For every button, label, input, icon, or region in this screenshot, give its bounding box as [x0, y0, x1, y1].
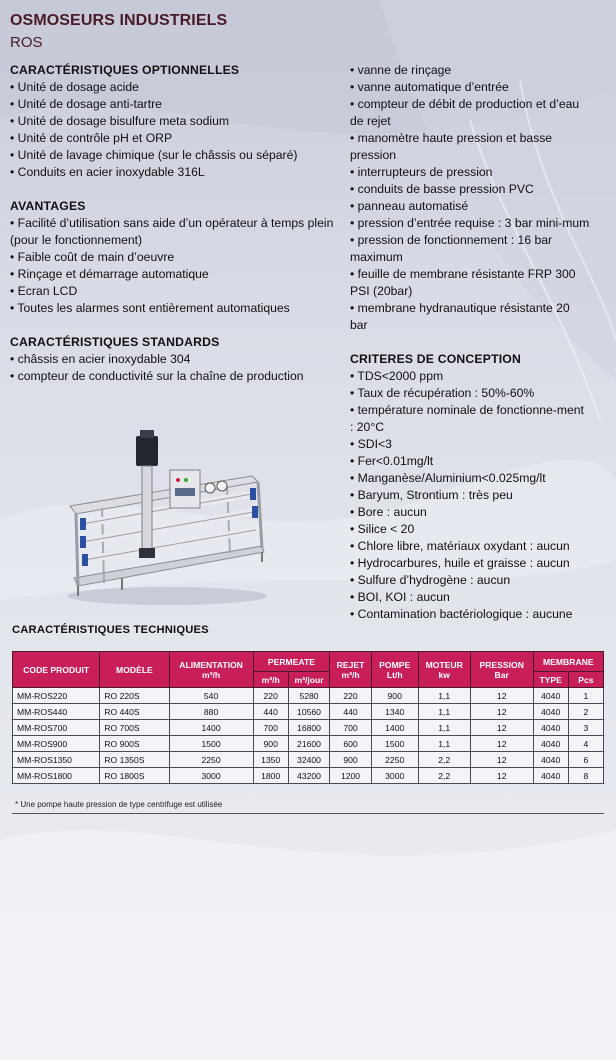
cell-model: RO 1350S: [100, 752, 169, 768]
col-header-code: CODE PRODUIT: [13, 652, 100, 688]
criteria-item: • SDI<3: [350, 437, 392, 451]
col-header-motor: MOTEUR kw: [418, 652, 470, 688]
cell-mem-pcs: 4: [568, 736, 603, 752]
advantage-item: • Rinçage et démarrage automatique: [10, 267, 209, 281]
page-title: OSMOSEURS INDUSTRIELS: [10, 12, 228, 29]
feature-item: • vanne automatique d’entrée: [350, 80, 509, 94]
tech-heading: CARACTÉRISTIQUES TECHNIQUES: [12, 624, 209, 636]
cell-feed: 1500: [169, 736, 253, 752]
left-column: [10, 62, 340, 385]
optional-section: [10, 62, 340, 181]
cell-mem-pcs: 2: [568, 704, 603, 720]
criteria-item: • Silice < 20: [350, 522, 415, 536]
feature-item: • pression de fonctionnement : 16 bar maximum: [350, 233, 553, 264]
standard-section: [10, 334, 340, 385]
criteria-item: • Fer<0.01mg/lt: [350, 454, 434, 468]
cell-mem-pcs: 6: [568, 752, 603, 768]
cell-perm-h: 700: [253, 720, 288, 736]
cell-pump: 1340: [371, 704, 418, 720]
footnote-divider: [12, 813, 604, 814]
cell-motor: 1,1: [418, 704, 470, 720]
cell-perm-h: 440: [253, 704, 288, 720]
feature-item: • panneau automatisé: [350, 199, 469, 213]
col-header-feed: ALIMENTATION m³/h: [169, 652, 253, 688]
cell-mem-type: 4040: [533, 720, 568, 736]
cell-perm-day: 21600: [288, 736, 330, 752]
advantage-item: • Toutes les alarmes sont entièrement automatiques: [10, 301, 290, 315]
cell-pressure: 12: [470, 768, 533, 784]
cell-reject: 700: [330, 720, 372, 736]
cell-pump: 2250: [371, 752, 418, 768]
cell-pressure: 12: [470, 752, 533, 768]
cell-perm-day: 16800: [288, 720, 330, 736]
cell-motor: 1,1: [418, 688, 470, 704]
cell-mem-type: 4040: [533, 688, 568, 704]
advantages-section: [10, 198, 340, 317]
standard-heading: CARACTÉRISTIQUES STANDARDS: [10, 335, 220, 349]
cell-perm-h: 1350: [253, 752, 288, 768]
cell-mem-pcs: 3: [568, 720, 603, 736]
cell-feed: 880: [169, 704, 253, 720]
criteria-item: • température nominale de fonctionne-ment : 20°C: [350, 403, 584, 434]
advantage-item: • Ecran LCD: [10, 284, 78, 298]
page-subtitle: ROS: [10, 34, 43, 51]
advantage-item: • Faible coût de main d’oeuvre: [10, 250, 175, 264]
standard-item: • châssis en acier inoxydable 304: [10, 352, 191, 366]
cell-motor: 1,1: [418, 736, 470, 752]
cell-pump: 900: [371, 688, 418, 704]
cell-perm-day: 5280: [288, 688, 330, 704]
cell-model: RO 1800S: [100, 768, 169, 784]
cell-model: RO 440S: [100, 704, 169, 720]
right-column: [350, 62, 590, 623]
cell-code: MM-ROS1350: [13, 752, 100, 768]
criteria-item: • Chlore libre, matériaux oxydant : aucun: [350, 539, 570, 553]
table-row: [13, 768, 604, 784]
cell-code: MM-ROS220: [13, 688, 100, 704]
cell-pump: 3000: [371, 768, 418, 784]
criteria-item: • BOI, KOI : aucun: [350, 590, 450, 604]
standard-item: • compteur de conductivité sur la chaîne de production: [10, 369, 304, 383]
feature-item: • interrupteurs de pression: [350, 165, 493, 179]
optional-item: • Unité de dosage bisulfure meta sodium: [10, 114, 230, 128]
cell-feed: 3000: [169, 768, 253, 784]
reverse-osmosis-unit-image: [62, 428, 272, 608]
cell-code: MM-ROS440: [13, 704, 100, 720]
cell-feed: 2250: [169, 752, 253, 768]
cell-model: RO 220S: [100, 688, 169, 704]
cell-pump: 1400: [371, 720, 418, 736]
criteria-item: • Contamination bactériologique : aucune: [350, 607, 573, 621]
optional-item: • Unité de lavage chimique (sur le châssis ou séparé): [10, 148, 298, 162]
cell-model: RO 900S: [100, 736, 169, 752]
criteria-item: • Baryum, Strontium : très peu: [350, 488, 513, 502]
table-row: [13, 720, 604, 736]
col-header-model: MODÈLE: [100, 652, 169, 688]
cell-motor: 2,2: [418, 768, 470, 784]
cell-mem-pcs: 1: [568, 688, 603, 704]
cell-reject: 600: [330, 736, 372, 752]
cell-motor: 1,1: [418, 720, 470, 736]
optional-item: • Unité de dosage acide: [10, 80, 139, 94]
criteria-item: • Sulfure d’hydrogène : aucun: [350, 573, 511, 587]
cell-reject: 440: [330, 704, 372, 720]
specifications-table: [12, 651, 604, 784]
cell-code: MM-ROS700: [13, 720, 100, 736]
col-header-reject: REJET m³/h: [330, 652, 372, 688]
cell-model: RO 700S: [100, 720, 169, 736]
cell-reject: 1200: [330, 768, 372, 784]
advantage-item: (pour le fonctionnement): [10, 233, 143, 247]
col-header-mem-type: TYPE: [533, 672, 568, 688]
cell-pressure: 12: [470, 688, 533, 704]
feature-item: • compteur de débit de production et d’eau de rejet: [350, 97, 580, 128]
optional-item: • Conduits en acier inoxydable 316L: [10, 165, 205, 179]
cell-code: MM-ROS900: [13, 736, 100, 752]
col-header-mem-pcs: Pcs: [568, 672, 603, 688]
col-header-perm-day: m³/jour: [288, 672, 330, 688]
cell-feed: 540: [169, 688, 253, 704]
cell-code: MM-ROS1800: [13, 768, 100, 784]
criteria-item: • Manganèse/Aluminium<0.025mg/lt: [350, 471, 546, 485]
cell-motor: 2,2: [418, 752, 470, 768]
feature-item: • conduits de basse pression PVC: [350, 182, 534, 196]
cell-perm-h: 220: [253, 688, 288, 704]
criteria-item: • Taux de récupération : 50%-60%: [350, 386, 535, 400]
cell-perm-day: 10560: [288, 704, 330, 720]
criteria-item: • Hydrocarbures, huile et graisse : aucun: [350, 556, 570, 570]
cell-reject: 900: [330, 752, 372, 768]
table-footnote: * Une pompe haute pression de type centrifuge est utilisée: [15, 800, 223, 809]
advantages-heading: AVANTAGES: [10, 199, 86, 213]
col-header-permeate: PERMEATE: [253, 652, 330, 672]
feature-item: • pression d’entrée requise : 3 bar mini-mum: [350, 216, 590, 230]
feature-item: • manomètre haute pression et basse pression: [350, 131, 553, 162]
cell-reject: 220: [330, 688, 372, 704]
cell-pump: 1500: [371, 736, 418, 752]
col-header-membrane: MEMBRANE: [533, 652, 603, 672]
table-row: [13, 752, 604, 768]
feature-item: • feuille de membrane résistante FRP 300 PSI (20bar): [350, 267, 576, 298]
cell-perm-h: 900: [253, 736, 288, 752]
cell-pressure: 12: [470, 704, 533, 720]
cell-mem-type: 4040: [533, 736, 568, 752]
cell-pressure: 12: [470, 720, 533, 736]
cell-mem-type: 4040: [533, 752, 568, 768]
table-row: [13, 704, 604, 720]
cell-perm-day: 32400: [288, 752, 330, 768]
criteria-item: • TDS<2000 ppm: [350, 369, 444, 383]
col-header-pressure: PRESSION Bar: [470, 652, 533, 688]
table-row: [13, 688, 604, 704]
criteria-heading: CRITERES DE CONCEPTION: [350, 352, 521, 366]
cell-feed: 1400: [169, 720, 253, 736]
criteria-item: • Bore : aucun: [350, 505, 427, 519]
cell-perm-day: 43200: [288, 768, 330, 784]
cell-mem-type: 4040: [533, 768, 568, 784]
table-row: [13, 736, 604, 752]
col-header-perm-h: m³/h: [253, 672, 288, 688]
criteria-section: [350, 351, 590, 623]
feature-item: • membrane hydranautique résistante 20 bar: [350, 301, 570, 332]
features-list: [350, 62, 590, 334]
advantage-item: • Facilité d’utilisation sans aide d’un opérateur à temps plein: [10, 216, 334, 230]
optional-item: • Unité de contrôle pH et ORP: [10, 131, 173, 145]
cell-pressure: 12: [470, 736, 533, 752]
feature-item: • vanne de rinçage: [350, 63, 452, 77]
col-header-pump: POMPE Lt/h: [371, 652, 418, 688]
cell-mem-pcs: 8: [568, 768, 603, 784]
optional-heading: CARACTÉRISTIQUES OPTIONNELLES: [10, 63, 240, 77]
optional-item: • Unité de dosage anti-tartre: [10, 97, 162, 111]
cell-perm-h: 1800: [253, 768, 288, 784]
cell-mem-type: 4040: [533, 704, 568, 720]
